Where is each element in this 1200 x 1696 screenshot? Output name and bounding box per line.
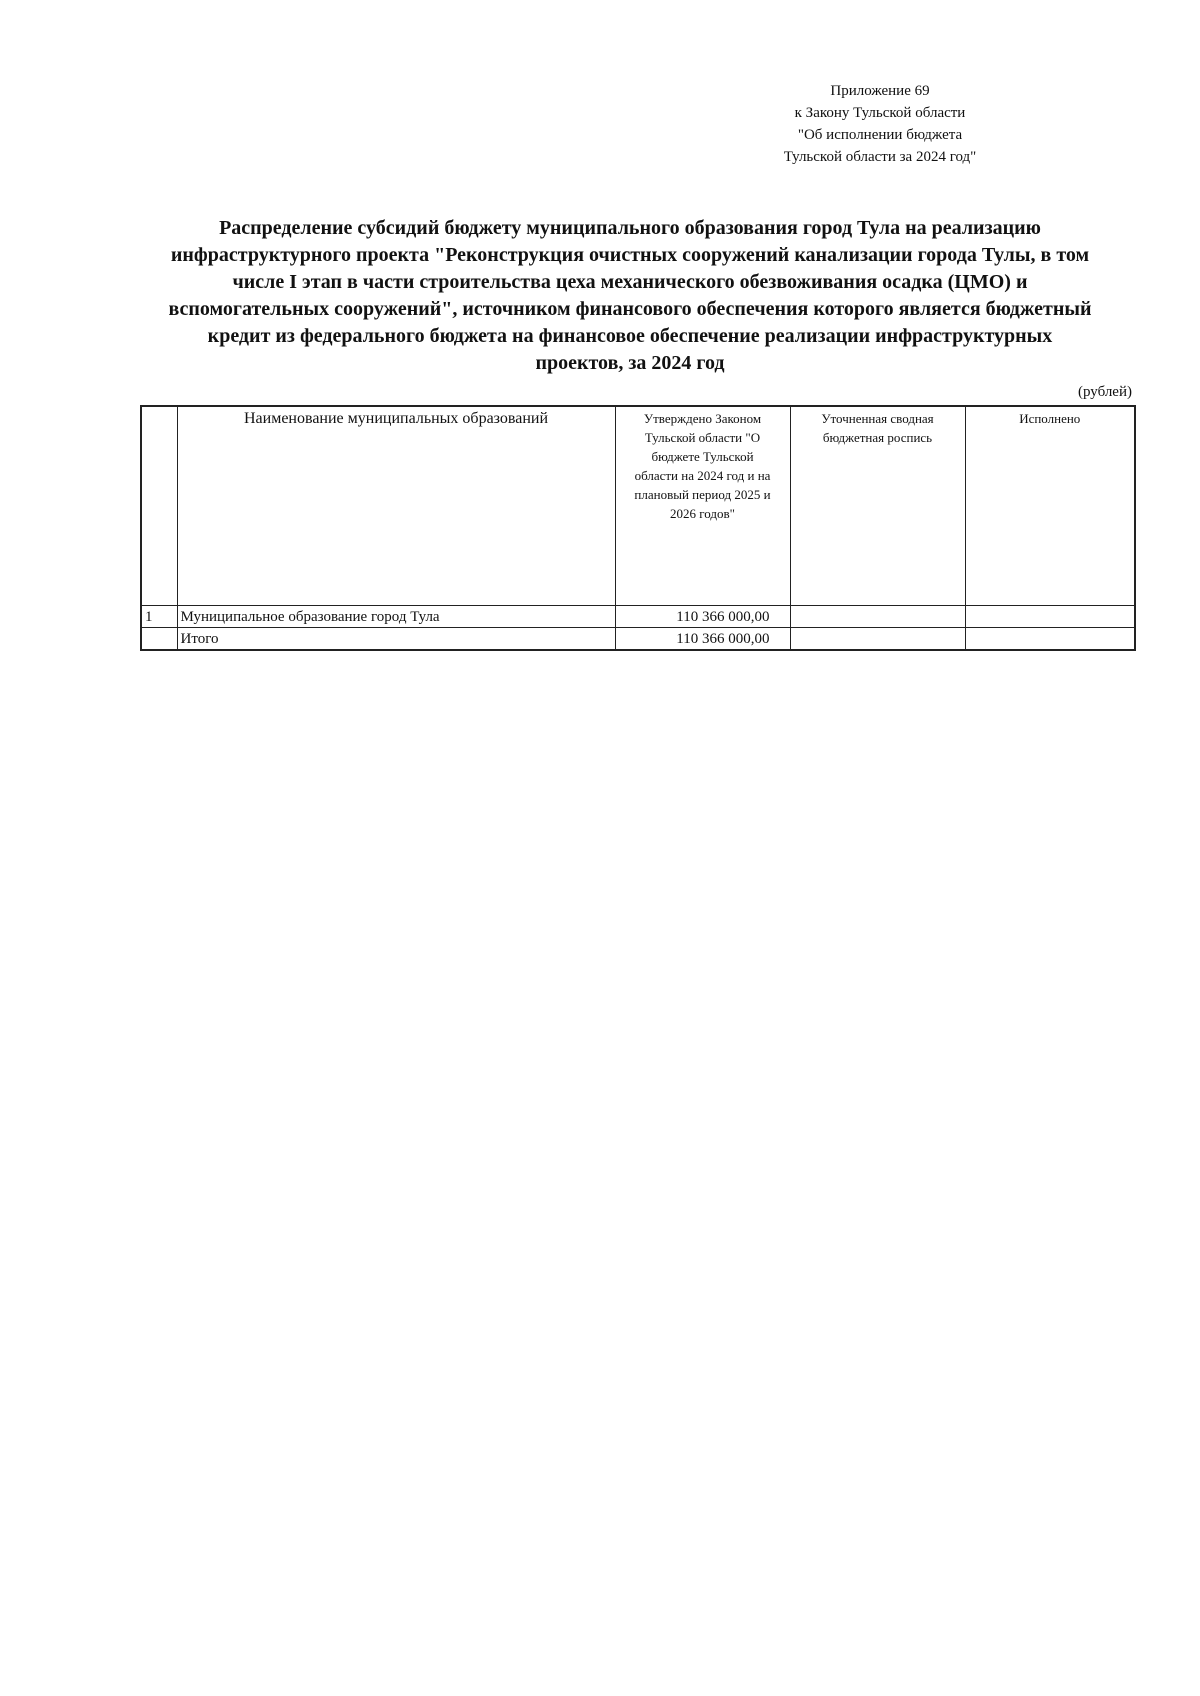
row-refined [790,628,965,651]
title-line: числе I этап в части строительства цеха механического обезвоживания осадка (ЦМО) и [232,271,1028,293]
header-refined-line: бюджетная роспись [822,430,933,445]
row-num [141,628,177,651]
row-num: 1 [141,606,177,628]
annex-line: к Закону Тульской области [794,105,966,121]
annex-line: Тульской области за 2024 год" [783,149,977,165]
row-executed [965,606,1135,628]
units-label: (рублей) [1077,384,1132,400]
header-approved-line: 2026 годов" [670,506,735,521]
header-approved-line: плановый период 2025 и [634,487,771,502]
title-line: кредит из федерального бюджета на финансовое обеспечение реализации инфраструктурных [207,325,1053,347]
subsidy-table [140,405,1136,651]
title-line: инфраструктурного проекта "Реконструкция очистных сооружений канализации города Тулы, в том [170,244,1090,266]
row-executed [965,628,1135,651]
header-executed: Исполнено [965,406,1135,606]
annex-header [730,80,1030,168]
row-approved: 110 366 000,00 [615,606,790,628]
annex-line: Приложение 69 [830,83,930,99]
header-name: Наименование муниципальных образований [177,406,615,606]
header-refined-line: Уточненная сводная [821,411,934,426]
row-name: Итого [177,628,615,651]
header-approved-line: области на 2024 год и на [634,468,771,483]
header-approved-line: бюджете Тульской [651,449,754,464]
header-approved-line: Утверждено Законом [643,411,762,426]
annex-line: "Об исполнении бюджета [797,127,963,143]
document-title [130,215,1130,377]
header-approved-line: Тульской области "О [644,430,761,445]
title-line: Распределение субсидий бюджету муниципального образования город Тула на реализацию [219,217,1041,239]
header-approved [615,406,790,606]
table-row-total [141,628,1135,651]
table-header-row [141,406,1135,606]
title-line: вспомогательных сооружений", источником финансового обеспечения которого является бюджетный [168,298,1092,320]
title-line: проектов, за 2024 год [535,352,725,374]
row-name: Муниципальное образование город Тула [177,606,615,628]
row-refined [790,606,965,628]
row-approved: 110 366 000,00 [615,628,790,651]
header-num [141,406,177,606]
table-row [141,606,1135,628]
header-refined [790,406,965,606]
